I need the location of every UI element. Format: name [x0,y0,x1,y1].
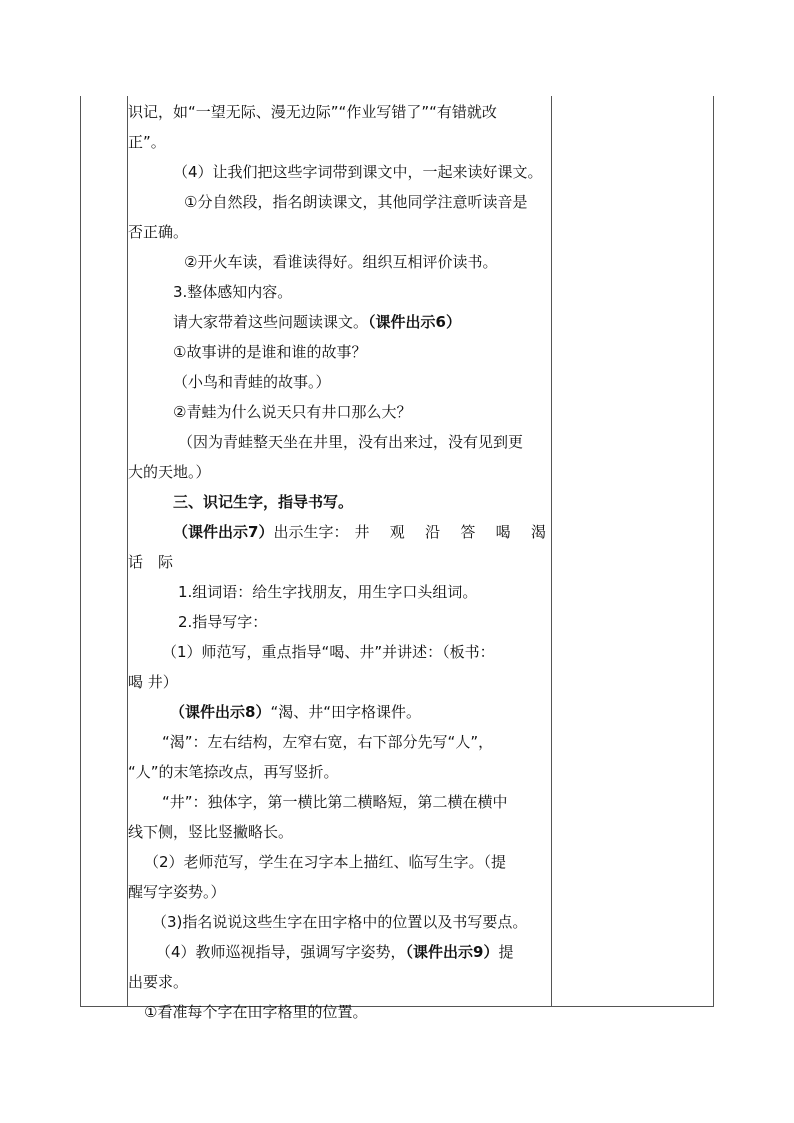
paragraph-line: （4）让我们把这些字词带到课文中，一起来读好课文。 [173,163,543,181]
section-heading: 3.整体感知内容。 [173,283,293,301]
table-border-right [713,96,714,1007]
paragraph-line: “井”：独体字，第一横比第二横略短，第二横在横中 [162,793,508,811]
answer-line: 大的天地。） [128,463,211,481]
paragraph-line [156,942,514,962]
new-character: 喝 [495,523,511,541]
new-character: 话 [128,553,144,571]
paragraph-line: （1）师范写，重点指导“喝、井”并讲述：（板书： [162,643,495,661]
courseware-note: （课件出示6） [368,313,461,331]
paragraph-line: “人”的末笔捺改点，再写竖折。 [128,763,339,781]
paragraph-line: 否正确。 [128,223,189,241]
courseware-note: （课件出示9） [405,943,499,961]
answer-line: （小鸟和青蛙的故事。） [173,373,331,391]
section-title: 三、识记生字，指导书写。 [173,493,354,511]
new-character: 沿 [425,523,441,541]
new-character: 观 [389,523,405,541]
paragraph-line: ②开火车读，看谁读得好。组织互相评价读书。 [184,253,498,271]
courseware-note: （课件出示7） [173,523,274,541]
paragraph-line: 2.指导写字： [178,613,268,631]
courseware-note: （课件出示8） [170,703,271,721]
table-column-divider-2 [551,96,552,1007]
paragraph-line: ①看准每个字在田字格里的位置。 [144,1003,368,1021]
paragraph-line: 醒写字姿势。） [128,883,226,901]
paragraph-line: 识记，如“一望无际、漫无边际”“作业写错了”“有错就改 [128,103,497,121]
paragraph-line: （2）老师范写，学生在习字本上描红、临写生字。（提 [144,853,507,871]
new-characters-list [348,522,546,542]
paragraph-line: 喝 井） [128,673,178,691]
paragraph-line: ①分自然段，指名朗读课文，其他同学注意听读音是 [184,193,528,211]
new-character: 渴 [530,523,546,541]
paragraph-text: 提 [498,943,514,961]
paragraph-text: （4）教师巡视指导，强调写字姿势， [156,943,406,961]
paragraph-line [170,702,421,722]
new-character: 井 [354,523,370,541]
new-character: 际 [158,553,174,571]
paragraph-text: 请大家带着这些问题读课文。 [173,313,369,331]
new-characters-list [128,552,173,572]
paragraph-text: “渴、井“田字格课件。 [270,703,421,721]
paragraph-line [173,522,546,542]
paragraph-line: 线下侧，竖比竖撇略长。 [128,823,294,841]
question-line: ②青蛙为什么说天只有井口那么大？ [173,403,412,421]
question-line: ①故事讲的是谁和谁的故事？ [173,343,367,361]
answer-line: （因为青蛙整天坐在井里，没有出来过，没有见到更 [178,433,524,451]
new-character: 答 [460,523,476,541]
paragraph-text: 出示生字： [273,523,349,541]
paragraph-line: 正”。 [128,133,166,151]
paragraph-line [173,312,461,332]
paragraph-line: “渴”：左右结构，左窄右宽，右下部分先写“人”， [162,733,494,751]
paragraph-line: 出要求。 [128,973,189,991]
paragraph-line: 1.组词语：给生字找朋友，用生字口头组词。 [178,583,478,601]
table-border-left [80,96,81,1007]
paragraph-line: （3)指名说说这些生字在田字格中的位置以及书写要点。 [152,913,528,931]
